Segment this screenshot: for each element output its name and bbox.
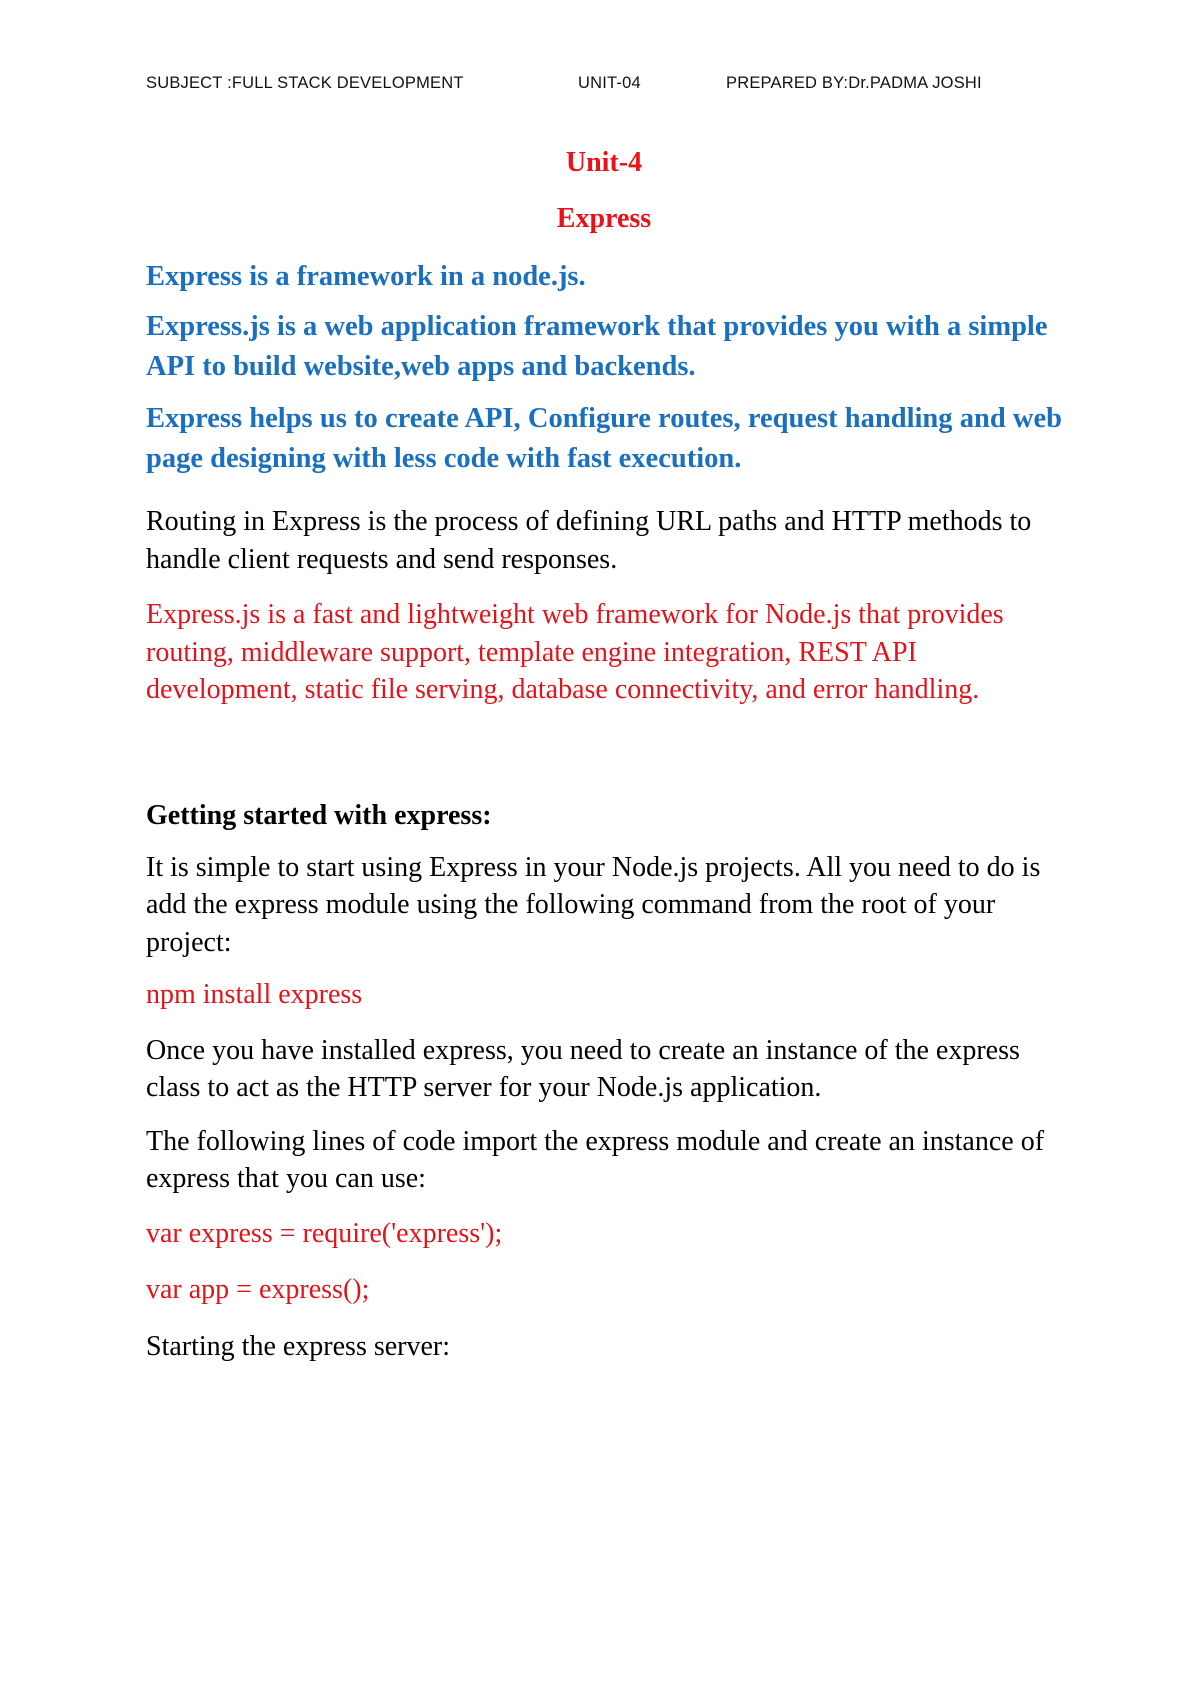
code-app-line: var app = express(); xyxy=(146,1274,370,1305)
unit-title: Unit-4 xyxy=(565,147,643,178)
getting-started-heading: Getting started with express: xyxy=(146,799,492,831)
code-require-line: var express = require('express'); xyxy=(146,1217,503,1249)
instance-paragraph: Once you have installed express, you need to create an instance of the express class to act as the HTTP server for your Node.js application. xyxy=(146,1034,1020,1103)
routing-paragraph: Routing in Express is the process of defining URL paths and HTTP methods to handle client requests and send responses. xyxy=(146,506,1032,575)
header-unit: UNIT-04 xyxy=(578,74,641,92)
npm-install-command: npm install express xyxy=(146,979,363,1010)
header-prepared-by: PREPARED BY:Dr.PADMA JOSHI xyxy=(726,74,982,92)
page-content xyxy=(146,146,1062,1365)
header-subject: SUBJECT :FULL STACK DEVELOPMENT xyxy=(146,74,464,92)
import-paragraph: The following lines of code import the express module and create an instance of express that you can use: xyxy=(146,1125,1045,1194)
intro-line-framework: Express is a framework in a node.js. xyxy=(146,261,586,292)
starting-server-text: Starting the express server: xyxy=(146,1330,451,1362)
topic-title: Express xyxy=(556,203,652,234)
intro-line-helps: Express helps us to create API, Configure routes, request handling and web page designing with less code with fast execution. xyxy=(146,403,1062,474)
intro-line-web-app: Express.js is a web application framework that provides you with a simple API to build website,web apps and backends. xyxy=(146,311,1048,382)
page-header xyxy=(0,74,1200,100)
getting-started-paragraph: It is simple to start using Express in your Node.js projects. All you need to do is add the express module using the following command from the root of your project: xyxy=(146,851,1041,958)
express-description: Express.js is a fast and lightweight web framework for Node.js that provides routing, middleware support, template engine integration, REST API development, static file serving, database connectivity, and error handling. xyxy=(146,599,1004,705)
